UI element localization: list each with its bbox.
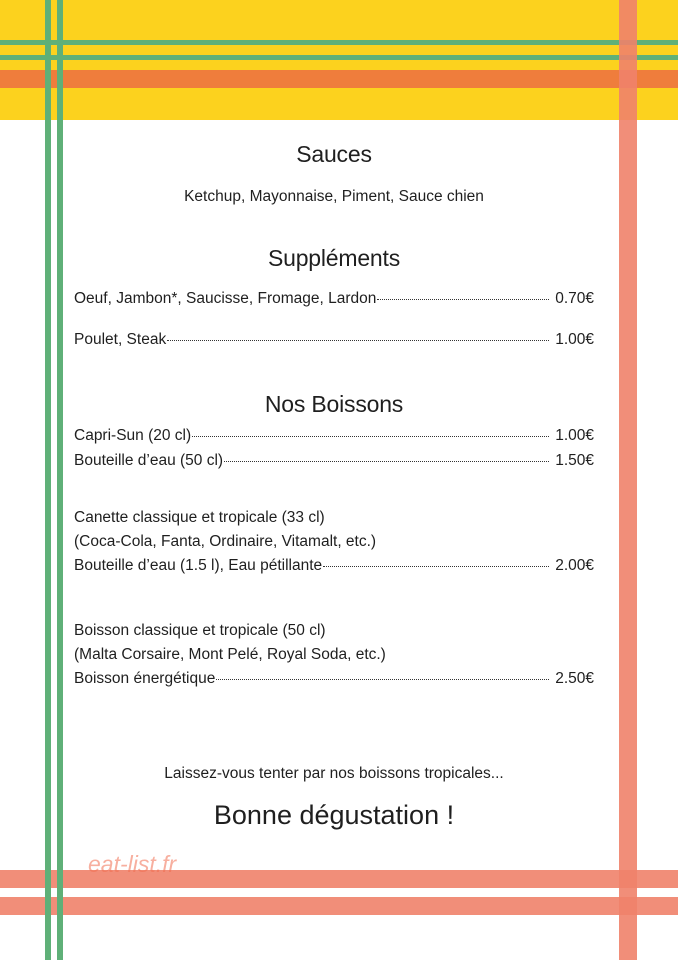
item-label: Capri-Sun (20 cl) (74, 427, 192, 444)
leader-dots (224, 461, 549, 462)
drink-group-2-line-1: Boisson classique et tropicale (50 cl) (74, 622, 326, 639)
drink-group-2-price-row (74, 670, 594, 690)
item-label: Bouteille d’eau (1.5 l), Eau pétillante (74, 557, 323, 574)
drink-group-1-line-1: Canette classique et tropicale (33 cl) (74, 509, 325, 526)
drink-group-2-line-2: (Malta Corsaire, Mont Pelé, Royal Soda, etc.) (74, 646, 386, 663)
item-label: Oeuf, Jambon*, Saucisse, Fromage, Lardon (74, 290, 377, 307)
leader-dots (167, 340, 549, 341)
left-green-stripe-2 (57, 0, 63, 960)
leader-dots (323, 566, 549, 567)
drink-group-1-price-row (74, 557, 594, 577)
item-price: 1.00€ (555, 427, 594, 444)
item-label: Boisson énergétique (74, 670, 216, 687)
drink-row (74, 427, 594, 447)
supplement-row (74, 290, 594, 310)
drink-row (74, 452, 594, 472)
left-green-stripe (45, 0, 51, 960)
leader-dots (377, 299, 549, 300)
item-price: 1.50€ (555, 452, 594, 469)
sauces-list: Ketchup, Mayonnaise, Piment, Sauce chien (184, 188, 484, 205)
item-label: Bouteille d’eau (50 cl) (74, 452, 224, 469)
item-price: 2.00€ (555, 557, 594, 574)
sauces-title: Sauces (296, 141, 372, 167)
tagline: Laissez-vous tenter par nos boissons tropicales... (164, 765, 504, 782)
leader-dots (192, 436, 549, 437)
supplement-row (74, 331, 594, 351)
item-price: 2.50€ (555, 670, 594, 687)
item-price: 0.70€ (555, 290, 594, 307)
right-salmon-stripe (619, 0, 637, 960)
menu-content (74, 0, 594, 960)
leader-dots (216, 679, 549, 680)
item-label: Poulet, Steak (74, 331, 167, 348)
watermark: eat-list.fr (88, 851, 177, 877)
item-price: 1.00€ (555, 331, 594, 348)
drinks-title: Nos Boissons (264, 391, 404, 417)
supplements-title: Suppléments (267, 245, 401, 271)
farewell-text: Bonne dégustation ! (213, 800, 455, 830)
drink-group-1-line-2: (Coca-Cola, Fanta, Ordinaire, Vitamalt, etc.) (74, 533, 377, 550)
